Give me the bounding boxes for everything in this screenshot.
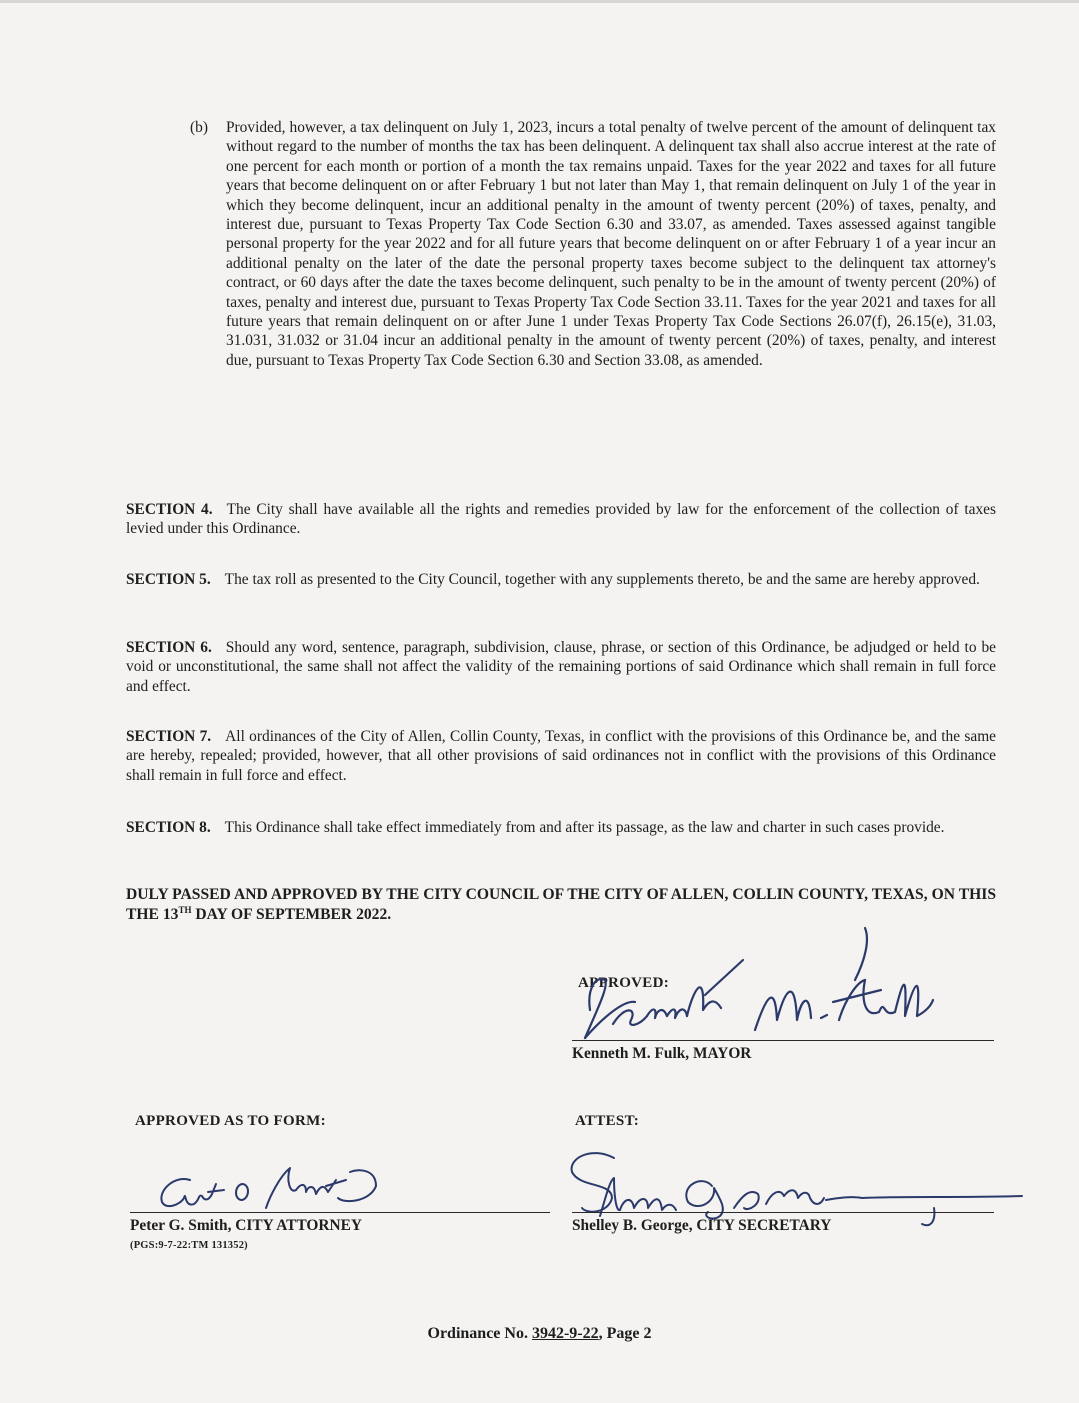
attorney-name: Peter G. Smith, CITY ATTORNEY [130,1217,363,1234]
passage-superscript: TH [178,904,192,915]
secretary-name: Shelley B. George, CITY SECRETARY [572,1217,832,1234]
attorney-reference: (PGS:9-7-22:TM 131352) [130,1240,248,1251]
footer-prefix: Ordinance No. [427,1325,532,1342]
top-border [0,0,1079,3]
section-text: The City shall have available all the rights and remedies provided by law for the enforcement of the collection of taxes levied under this Ordinance. [126,501,996,538]
section-number: SECTION 4. [126,501,213,518]
footer-suffix: , Page 2 [598,1325,652,1342]
mayor-name: Kenneth M. Fulk, MAYOR [572,1045,752,1062]
section-number: SECTION 7. [126,728,212,745]
paragraph-b [190,118,996,370]
mayor-signature-line [572,1040,994,1041]
passage-text-after: DAY OF SEPTEMBER 2022. [191,906,392,923]
section-6 [126,638,996,696]
section-5 [126,570,996,589]
approved-label: APPROVED: [578,975,670,991]
attorney-signature-text: Peter G. Smith [150,1150,156,1151]
approved-as-to-form-label: APPROVED AS TO FORM: [135,1113,326,1129]
section-4 [126,500,996,539]
section-number: SECTION 8. [126,819,211,836]
section-text: Should any word, sentence, paragraph, subdivision, clause, phrase, or section of this Ordinance, be adjudged or held to be void or unconstitutional, the same shall not affect the validity of the remaining portions of said Ordinance which shall remain in full force and effect. [126,639,997,695]
section-text: This Ordinance shall take effect immediately from and after its passage, as the law and charter in such cases provide. [224,819,945,836]
section-number: SECTION 6. [126,639,212,656]
section-text: The tax roll as presented to the City Council, together with any supplements thereto, be and the same are hereby approved. [224,571,980,588]
attest-label: ATTEST: [575,1113,640,1129]
attorney-signature [150,1150,450,1220]
section-number: SECTION 5. [126,571,211,588]
paragraph-b-label: (b) [190,119,208,136]
page-footer [0,1325,1079,1343]
section-8 [126,818,996,837]
paragraph-b-text: Provided, however, a tax delinquent on July 1, 2023, incurs a total penalty of twelve percent of the amount of delinquent tax without regard to the number of months the tax has been delinquent. A delinquent tax shall also accrue interest at the rate of one percent for each month or portion of a month the tax remains unpaid. Taxes for the year 2022 and taxes for all future years that become delinquent on or after February 1 but not later than May 1, that remain delinquent on July 1 of the year in which they become delinquent, incur an additional penalty in the amount of twenty percent (20%) of taxes, penalty, and interest due, pursuant to Texas Property Tax Code Section 6.30 and 33.07, as amended. Taxes assessed against tangible personal property for the year 2022 and for all future years that become delinquent on or after February 1 of a year incur an additional penalty on the later of the date the personal property taxes become subject to the delinquent tax attorney's contract, or 60 days after the date the taxes become delinquent, such penalty to be in the amount of twenty percent (20%) of taxes, penalty and interest due, pursuant to Texas Property Tax Code Section 33.11. Taxes for the year 2021 and taxes for all future years that remain delinquent on or after June 1 under Texas Property Tax Code Sections 26.07(f), 26.15(e), 31.03, 31.031, 31.032 or 31.04 incur an additional penalty in the amount of twenty percent (20%) of taxes, penalty, and interest due, pursuant to Texas Property Tax Code Section 6.30 and Section 33.08, as amended. [226,119,996,369]
section-7 [126,727,996,785]
ordinance-number: 3942-9-22 [531,1325,599,1342]
passage-statement [126,885,996,925]
secretary-signature-text: Shelley B. George [562,1138,570,1139]
passage-text-before: DULY PASSED AND APPROVED BY THE CITY COUNCIL OF THE CITY OF ALLEN, COLLIN COUNTY, TEXAS, ON THIS THE 13 [126,886,996,923]
section-text: All ordinances of the City of Allen, Collin County, Texas, in conflict with the provisions of this Ordinance be, and the same are hereby, repealed; provided, however, that all other provisions of said ordinances not in conflict with the provisions of this Ordinance shall remain in full force and effect. [126,728,997,784]
secretary-signature-line [572,1212,994,1213]
mayor-signature [565,920,935,1055]
mayor-signature-text: Kenneth M. Fulk [565,920,572,921]
attorney-signature-line [130,1212,550,1213]
